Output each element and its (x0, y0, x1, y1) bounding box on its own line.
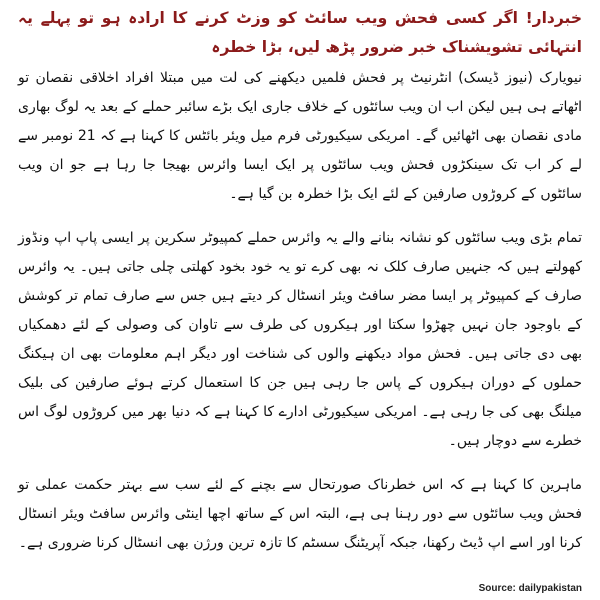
article-paragraph-3: ماہرین کا کہنا ہے کہ اس خطرناک صورتحال سے بچنے کے لئے سب سے بہتر حکمت عملی تو فحش ویب سائٹوں سے دور رہنا ہی ہے، البتہ اس کے ساتھ اچھا اینٹی وائرس سافٹ ویئر انسٹال کرنا اور اسے اپ ڈیٹ رکھنا، جبکہ آپریٹنگ سسٹم کا تازہ ترین ورژن بھی انسٹال کرنا ضروری ہے۔ (18, 477, 582, 551)
source-credit: Source: dailypakistan (478, 583, 582, 594)
article-paragraph-2: تمام بڑی ویب سائٹوں کو نشانہ بنانے والے یہ وائرس حملے کمپیوٹر سکرین پر ایسی پاپ اپ ونڈوز کھولتے ہیں کہ جنہیں صارف کلک نہ بھی کرے تو یہ خود بخود کھلتی چلی جاتی ہیں۔ یہ وائرس صارف کے کمپیوٹر پر ایسا مضر سافٹ ویئر انسٹال کر دیتے ہیں جس سے صارف تمام تر کوشش کے باوجود جان نہیں چھڑوا سکتا اور ہیکروں کی طرف سے تاوان کی وصولی کے لئے دھمکیاں بھی دی جاتی ہیں۔ فحش مواد دیکھنے والوں کی شناخت اور دیگر اہم معلومات بھی ان ہیکنگ حملوں کے دوران ہیکروں کے پاس جا رہی ہیں جن کا استعمال کرتے ہوئے صارفین کی بلیک میلنگ بھی کی جا رہی ہے۔ امریکی سیکیورٹی ادارے کا کہنا ہے کہ دنیا بھر میں کروڑوں لوگ اس خطرے سے دوچار ہیں۔ (18, 230, 582, 449)
article-paragraph-1: نیویارک (نیوز ڈیسک) انٹرنیٹ پر فحش فلمیں دیکھنے کی لت میں مبتلا افراد اخلاقی نقصان تو اٹھاتے ہی ہیں لیکن اب ان ویب سائٹوں کے خلاف جاری ایک بڑے سائبر حملے کے بعد یہ لوگ بھاری مادی نقصان بھی اٹھائیں گے۔ امریکی سیکیورٹی فرم میل ویئر بائٹس کا کہنا ہے کہ 21 نومبر سے لے کر اب تک سینکڑوں فحش ویب سائٹوں پر ایک ایسا وائرس بھیجا جا رہا ہے جو ان ویب سائٹوں کے کروڑوں صارفین کے لئے ایک بڑا خطرہ بن گیا ہے۔ (18, 70, 582, 202)
article-headline: خبردار! اگر کسی فحش ویب سائٹ کو وزٹ کرنے کا ارادہ ہو تو پہلے یہ انتہائی تشویشناک خبر ضرور پڑھ لیں، بڑا خطرہ (18, 9, 582, 56)
